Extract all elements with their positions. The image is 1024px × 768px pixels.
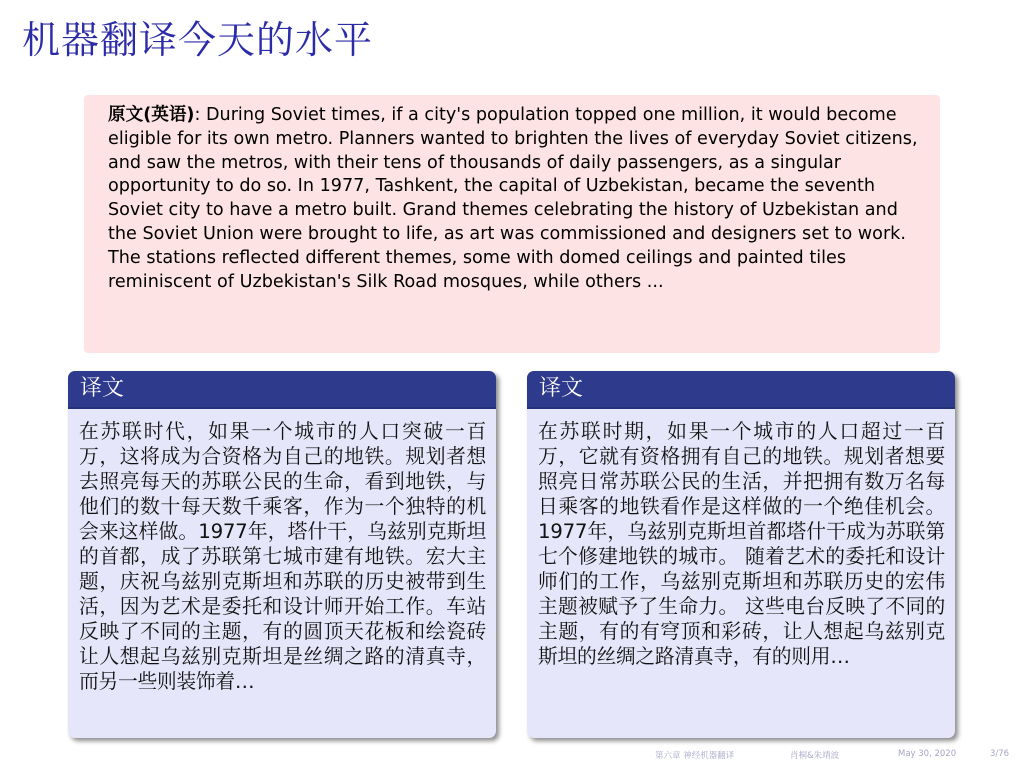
source-label: 原文(英语) xyxy=(108,105,195,125)
translation-block-1-header: 译文 xyxy=(68,371,496,409)
footer-page-number: 3/76 xyxy=(990,749,1010,759)
translation-block-1-text: 在苏联时代，如果一个城市的人口突破一百万，这将成为合资格为自己的地铁。规划者想去照亮每天的苏联公民的生命，看到地铁，与他们的数十每天数千乘客，作为一个独特的机会来这样做。1977年，塔什干，乌兹别克斯坦的首都，成了苏联第七城市建有地铁。宏大主题，庆祝乌兹别克斯坦和苏联的历史被带到生活，因为艺术是委托和设计师开始工作。车站反映了不同的主题，有的圆顶天花板和绘瓷砖让人想起乌兹别克斯坦是丝绸之路的清真寺，而另一些则装饰着… xyxy=(79,420,486,693)
translation-block-2-header: 译文 xyxy=(527,371,955,409)
source-paragraph xyxy=(108,104,920,294)
slide-title: 机器翻译今天的水平 xyxy=(22,18,374,62)
source-label-colon: : xyxy=(194,105,201,125)
footer-date: May 30, 2020 xyxy=(898,749,957,759)
footer-section: 第六章 神经机器翻译 xyxy=(655,751,735,761)
translation-block-1 xyxy=(68,371,496,738)
source-body: During Soviet times, if a city's population topped one million, it would become eligible for its own metro. Planners wanted to brighten the lives of everyday Soviet citizens, and saw the metros, with their tens of thousands of daily passengers, as a singular opportunity to do so. In 1977, Tashkent, the capital of Uzbekistan, became the seventh Soviet city to have a metro built. Grand themes celebrating the history of Uzbekistan and the Soviet Union were brought to life, as art was commissioned and designers set to work. The stations reflected different themes, some with domed ceilings and painted tiles reminiscent of Uzbekistan's Silk Road mosques, while others ... xyxy=(108,105,918,292)
translation-block-2 xyxy=(527,371,955,738)
footer-author: 肖桐&朱靖波 xyxy=(790,751,840,761)
translation-block-2-text: 在苏联时期，如果一个城市的人口超过一百万，它就有资格拥有自己的地铁。规划者想要照亮日常苏联公民的生活，并把拥有数万名每日乘客的地铁看作是这样做的一个绝佳机会。 1977年，乌兹别克斯坦首都塔什干成为苏联第七个修建地铁的城市。 随着艺术的委托和设计师们的工作，乌兹别克斯坦和苏联历史的宏伟主题被赋予了生命力。 这些电台反映了不同的主题，有的有穹顶和彩砖，让人想起乌兹别克斯坦的丝绸之路清真寺，有的则用… xyxy=(538,420,945,668)
source-text-block xyxy=(84,95,940,353)
slide-footer xyxy=(655,749,1010,763)
